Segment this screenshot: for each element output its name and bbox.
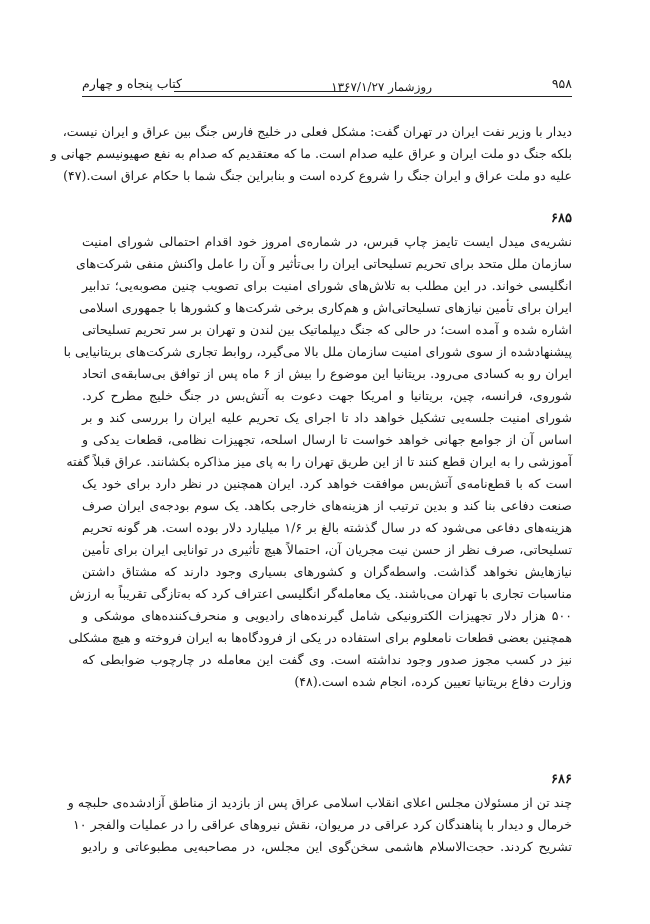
entry-number: ۶۸۵: [551, 211, 572, 226]
text-line: همچنین بعضی قطعات نامعلوم برای استفاده در یکی از فرودگاه‌ها به ایران فروخته و هیچ مشکلی: [68, 630, 572, 645]
text-line: هزینه‌های دفاعی می‌شود که در سال گذشته بالغ بر ۱/۶ میلیارد دلار بوده است. هر گونه تحریم: [82, 520, 572, 535]
text-line: نیازهایش نخواهد گذاشت. واسطه‌گران و کشورهای بسیاری وجود دارند که مشتاق داشتن: [82, 564, 572, 579]
page-number: ۹۵۸: [551, 76, 572, 91]
book-title: کتاب پنجاه و چهارم: [82, 76, 183, 91]
header-rule: [174, 91, 348, 92]
text-line: اساس آن از جوامع جهانی خواهد خواست تا ارسال اسلحه، تجهیزات نظامی، قطعات یدکی و: [82, 432, 572, 447]
text-line: انگلیسی خواند. در این مطلب به تلاش‌های شورای امنیت برای تصویب چنین مصوبه‌یی؛ تدابیر: [82, 278, 572, 293]
text-line: ۵۰۰ هزار دلار تجهیزات الکترونیکی شامل گیرنده‌های رادیویی و منحرف‌کننده‌های موشکی و: [82, 608, 572, 623]
text-line: خرمال و دیدار با پناهندگان کرد عراقی در مریوان، نقش نیروهای عراقی را در عملیات والفجر ۱۰: [73, 817, 572, 832]
text-line: پیشنهادشده از سوی شورای امنیت سازمان ملل بالا می‌گیرد، روابط تجاری شرکت‌های بریتانیایی با: [63, 344, 572, 359]
text-line: تشریح کردند. حجت‌الاسلام هاشمی سخن‌گوی این مجلس، در مصاحبه‌یی مطبوعاتی و رادیو: [82, 839, 572, 854]
text-line: وزارت دفاع بریتانیا تعیین کرده، انجام شده است.(۴۸): [294, 674, 572, 689]
text-line: نیز در کسب مجوز صدور وجود نداشته است. وی گفت این معامله در چارچوب ضوابطی که: [82, 652, 572, 667]
text-line: دیدار با وزیر نفت ایران در تهران گفت: مشکل فعلی در خلیج فارس جنگ بین عراق و ایران نیست،: [62, 124, 572, 139]
text-line: آموزشی را به ایران قطع کنند تا از این طریق تهران را به پای میز مذاکره بکشانند. عراق قبلاً گفته: [66, 454, 572, 469]
text-line: شورای امنیت جلسه‌یی تشکیل خواهد داد تا اجرای یک تحریم علیه ایران را بررسی کند و بر: [82, 410, 572, 425]
text-line: مناسبات تجاری با تهران می‌باشند. یک معامله‌گر انگلیسی اعتراف کرد که به‌تازگی تقریباً به ارزش: [69, 586, 572, 601]
entry-paragraph: [67, 792, 572, 858]
text-line: اشاره شده و آمده است؛ در حالی که جنگ دیپلماتیک بین لندن و تهران بر سر تحریم تسلیحاتی: [82, 322, 572, 337]
entry-paragraph: [63, 231, 572, 693]
text-line: چند تن از مسئولان مجلس اعلای انقلاب اسلامی عراق پس از بازدید از مناطق آزادشده‌ی حلبچه و: [67, 795, 572, 810]
diary-date: روزشمار ۱۳۶۷/۱/۲۷: [331, 80, 432, 94]
text-line: بلکه جنگ دو ملت ایران و عراق علیه صدام است. ما که معتقدیم که صدام به نفع صهیونیسم جهانی و: [50, 146, 572, 161]
intro-paragraph: [50, 121, 572, 187]
text-line: است که با قطع‌نامه‌ی آتش‌بس موافقت خواهد کرد. ایران همچنین در نظر دارد برای خود یک: [82, 476, 572, 491]
text-line: نشریه‌ی میدل ایست تایمز چاپ قبرس، در شماره‌ی امروز خود اقدام احتمالی شورای امنیت: [82, 234, 572, 249]
text-line: علیه دو ملت عراق و ایران جنگ را شروع کرده است و بنابراین جنگ شما با حکام عراق است.(۴۷): [63, 168, 572, 183]
text-line: ایران رو به کسادی می‌رود. بریتانیا این موضوع را بیش از ۶ ماه پس از توافق بی‌سابقه‌ی اتحاد: [82, 366, 572, 381]
text-line: سازمان ملل متحد برای تحریم تسلیحاتی ایران را بی‌تأثیر و آن را عامل واکنش منفی شرکت‌های: [75, 256, 572, 271]
text-line: تسلیحاتی، صرف نظر از حسن نیت مجریان آن، احتمالاً هیچ تأثیری در توانایی ایران برای تأمین: [82, 542, 572, 557]
text-line: صنعت دفاعی بنا کند و بدین ترتیب از هزینه‌های خارجی بکاهد. یک سوم بودجه‌ی ایران صرف: [82, 498, 572, 513]
header-underline: [82, 96, 572, 97]
text-line: ایران برای تأمین نیازهای تسلیحاتی‌اش و هم‌کاری برخی شرکت‌ها و کشورها با جمهوری اسلامی: [79, 300, 572, 315]
text-line: شوروی، فرانسه، چین، بریتانیا و امریکا جهت دعوت به آتش‌بس در جنگ خلیج مطرح کرد.: [82, 388, 572, 403]
entry-number: ۶۸۶: [551, 772, 572, 787]
running-header: [82, 76, 572, 98]
